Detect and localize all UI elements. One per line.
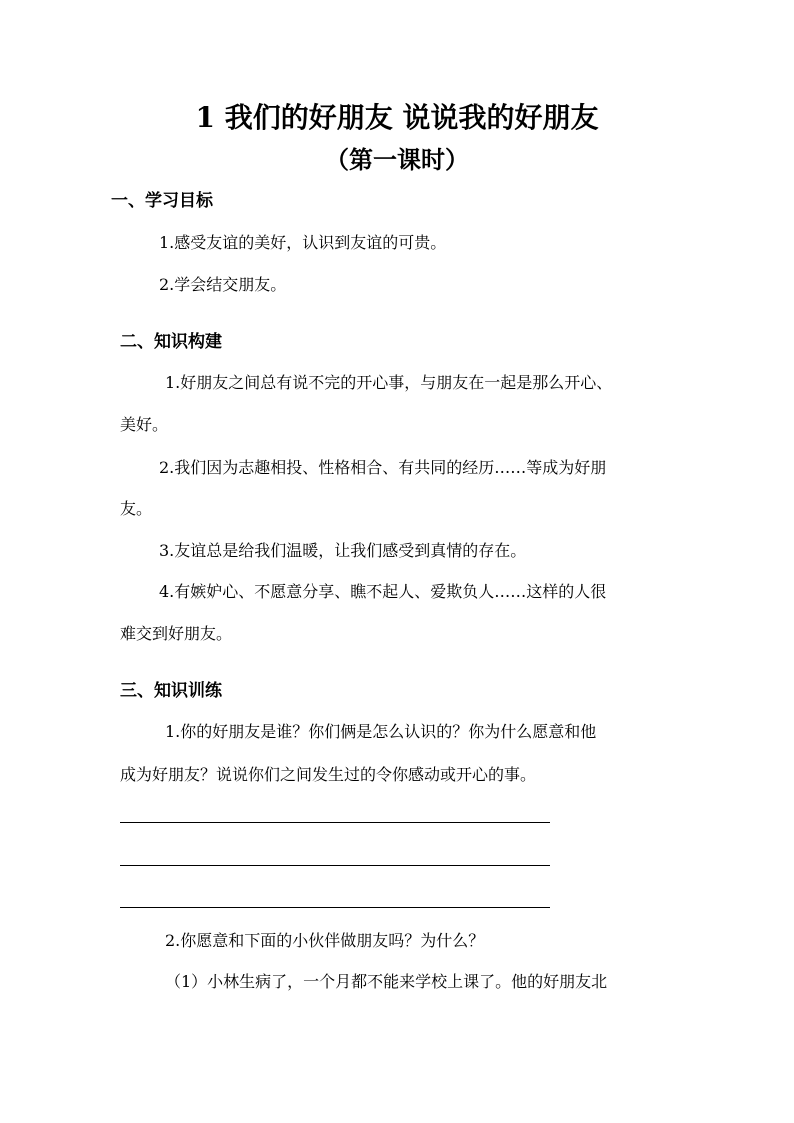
knowledge-line: 1.好朋友之间总有说不完的开心事，与朋友在一起是那么开心、 [165, 373, 613, 392]
goal-item: 1.感受友谊的美好，认识到友谊的可贵。 [159, 233, 447, 252]
goal-item: 2.学会结交朋友。 [159, 275, 287, 294]
page-subtitle: （第一课时） [325, 145, 469, 174]
answer-line [120, 907, 550, 908]
section-heading-learning-goals: 一、学习目标 [111, 191, 213, 211]
knowledge-line: 美好。 [120, 415, 169, 434]
knowledge-line: 4.有嫉妒心、不愿意分享、瞧不起人、爱欺负人……这样的人很 [159, 582, 607, 601]
question-line: 2.你愿意和下面的小伙伴做朋友吗？为什么？ [165, 931, 485, 950]
answer-line [120, 865, 550, 866]
question-line: （1）小林生病了，一个月都不能来学校上课了。他的好朋友北 [165, 972, 608, 991]
page-title: 1 我们的好朋友 说说我的好朋友 [195, 101, 599, 134]
knowledge-line: 3.友谊总是给我们温暖，让我们感受到真情的存在。 [159, 541, 527, 560]
answer-line [120, 822, 550, 823]
question-line: 成为好朋友？说说你们之间发生过的令你感动或开心的事。 [120, 765, 537, 784]
section-heading-knowledge-building: 二、知识构建 [120, 332, 222, 352]
question-line: 1.你的好朋友是谁？你们俩是怎么认识的？你为什么愿意和他 [165, 722, 597, 741]
knowledge-line: 难交到好朋友。 [120, 624, 233, 643]
knowledge-line: 2.我们因为志趣相投、性格相合、有共同的经历……等成为好朋 [159, 458, 607, 477]
knowledge-line: 友。 [120, 499, 153, 518]
section-heading-knowledge-training: 三、知识训练 [120, 681, 222, 701]
